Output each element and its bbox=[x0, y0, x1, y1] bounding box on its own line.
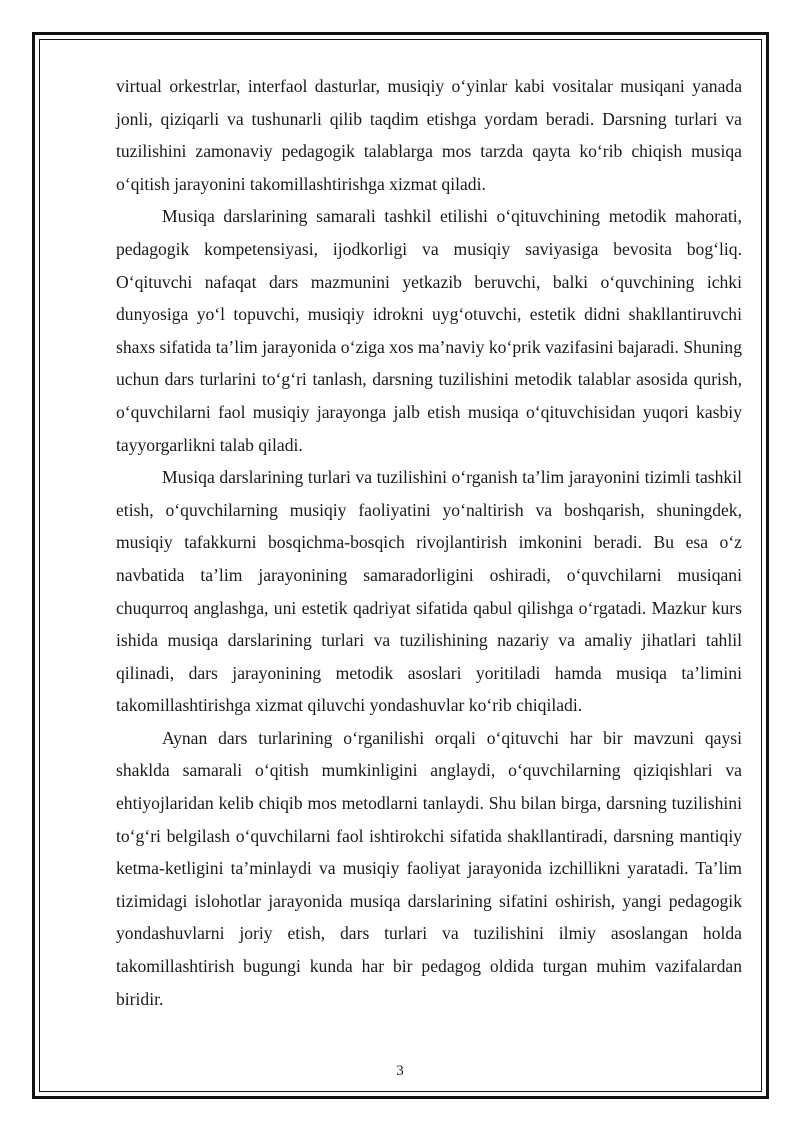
paragraph: Musiqa darslarining samarali tashkil etilishi o‘qituvchining metodik mahorati, pedagogik kompetensiyasi, ijodkorligi va musiqiy saviyasiga bevosita bog‘liq. O‘qituvchi nafaqat dars mazmunini yetkazib beruvchi, balki o‘quvchining ichki dunyosiga yo‘l topuvchi, musiqiy idrokni uyg‘otuvchi, estetik didni shakllantiruvchi shaxs sifatida ta’lim jarayonida o‘ziga xos ma’naviy ko‘prik vazifasini bajaradi. Shuning uchun dars turlarini to‘g‘ri tanlash, darsning tuzilishini metodik talablar asosida qurish, o‘quvchilarni faol musiqiy jarayonga jalb etish musiqa o‘qituvchisidan yuqori kasbiy tayyorgarlikni talab qiladi. bbox=[116, 206, 742, 455]
page-number: 3 bbox=[396, 1063, 404, 1079]
paragraph: Musiqa darslarining turlari va tuzilishini o‘rganish ta’lim jarayonini tizimli tashkil etish, o‘quvchilarning musiqiy faoliyatini yo‘naltirish va boshqarish, shuningdek, musiqiy tafakkurni bosqichma-bosqich rivojlantirish imkonini beradi. Bu esa o‘z navbatida ta’lim jarayonining samaradorligini oshiradi, o‘quvchilarni musiqani chuqurroq anglashga, uni estetik qadriyat sifatida qabul qilishga o‘rgatadi. Mazkur kurs ishida musiqa darslarining turlari va tuzilishining nazariy va amaliy jihatlari tahlil qilinadi, dars jarayonining metodik asoslari yoritiladi hamda musiqa ta’limini takomillashtirishga xizmat qiluvchi yondashuvlar ko‘rib chiqiladi. bbox=[116, 467, 742, 716]
paragraph: Aynan dars turlarining o‘rganilishi orqali o‘qituvchi har bir mavzuni qaysi shaklda samarali o‘qitish mumkinligini anglaydi, o‘quvchilarning qiziqishlari va ehtiyojlaridan kelib chiqib mos metodlarni tanlaydi. Shu bilan birga, darsning tuzilishini to‘g‘ri belgilash o‘quvchilarni faol ishtirokchi sifatida shakllantiradi, darsning mantiqiy ketma-ketligini ta’minlaydi va musiqiy faoliyat jarayonida izchillikni yaratadi. Ta’lim tizimidagi islohotlar jarayonida musiqa darslarining sifatini oshirish, yangi pedagogik yondashuvlarni joriy etish, dars turlari va tuzilishini ilmiy asoslangan holda takomillashtirish bugungi kunda har bir pedagog oldida turgan muhim vazifalardan biridir. bbox=[116, 727, 742, 1009]
document-body bbox=[116, 70, 742, 1015]
paragraph-continuation: virtual orkestrlar, interfaol dasturlar, musiqiy o‘yinlar kabi vositalar musiqani yanada jonli, qiziqarli va tushunarli qilib taqdim etishga yordam beradi. Darsning turlari va tuzilishini zamonaviy pedagogik talablarga mos tarzda qayta ko‘rib chiqish musiqa o‘qitish jarayonini takomillashtirishga xizmat qiladi. bbox=[116, 76, 742, 194]
